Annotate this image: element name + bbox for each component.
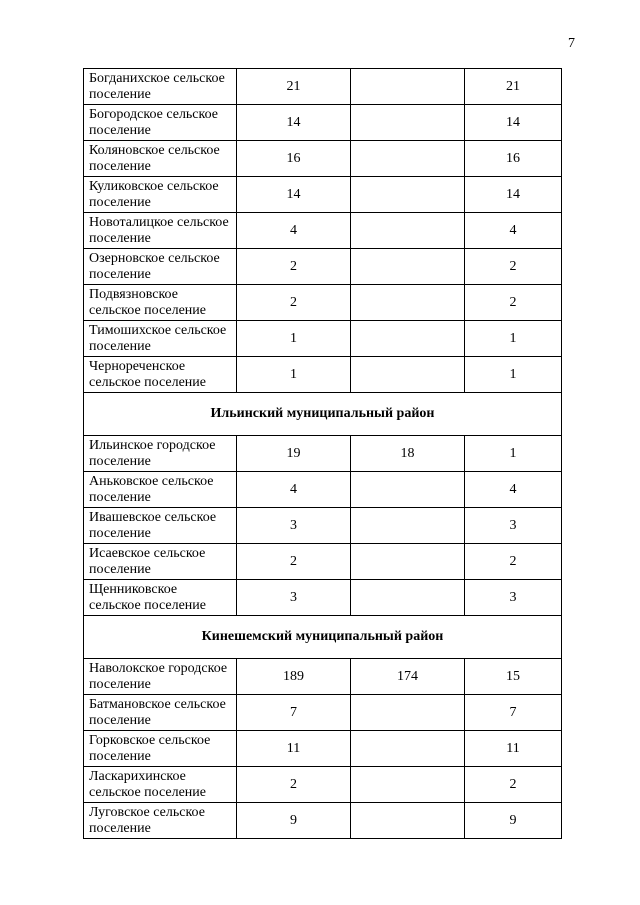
table-row <box>84 177 562 213</box>
table-row <box>84 731 562 767</box>
settlement-name: Наволокское городское поселение <box>84 659 237 695</box>
table-row <box>84 580 562 616</box>
total-value: 4 <box>237 472 351 508</box>
total-value: 16 <box>237 141 351 177</box>
total-value: 2 <box>237 249 351 285</box>
rural-value: 1 <box>465 321 562 357</box>
rural-value: 9 <box>465 803 562 839</box>
table-row <box>84 767 562 803</box>
settlement-name: Батмановское сельское поселение <box>84 695 237 731</box>
total-value: 2 <box>237 544 351 580</box>
section-title: Ильинский муниципальный район <box>84 393 562 436</box>
urban-value <box>351 544 465 580</box>
total-value: 3 <box>237 508 351 544</box>
table-row <box>84 659 562 695</box>
table-row <box>84 69 562 105</box>
settlement-name: Богданихское сельское поселение <box>84 69 237 105</box>
settlement-name: Озерновское сельское поселение <box>84 249 237 285</box>
rural-value: 14 <box>465 177 562 213</box>
urban-value <box>351 249 465 285</box>
table-row <box>84 213 562 249</box>
rural-value: 16 <box>465 141 562 177</box>
table-row <box>84 472 562 508</box>
rural-value: 2 <box>465 285 562 321</box>
rural-value: 3 <box>465 508 562 544</box>
section-header-row <box>84 616 562 659</box>
table-row <box>84 544 562 580</box>
table-body <box>84 69 562 839</box>
settlements-table <box>83 68 562 839</box>
settlement-name: Куликовское сельское поселение <box>84 177 237 213</box>
total-value: 2 <box>237 767 351 803</box>
total-value: 9 <box>237 803 351 839</box>
table-row <box>84 141 562 177</box>
table-row <box>84 249 562 285</box>
settlement-name: Новоталицкое сельское поселение <box>84 213 237 249</box>
total-value: 3 <box>237 580 351 616</box>
rural-value: 1 <box>465 436 562 472</box>
settlement-name: Щенниковское сельское поселение <box>84 580 237 616</box>
table-row <box>84 803 562 839</box>
urban-value <box>351 803 465 839</box>
section-header-row <box>84 393 562 436</box>
settlement-name: Коляновское сельское поселение <box>84 141 237 177</box>
urban-value <box>351 731 465 767</box>
urban-value <box>351 508 465 544</box>
table-row <box>84 695 562 731</box>
total-value: 19 <box>237 436 351 472</box>
rural-value: 11 <box>465 731 562 767</box>
rural-value: 2 <box>465 249 562 285</box>
urban-value <box>351 580 465 616</box>
rural-value: 14 <box>465 105 562 141</box>
total-value: 14 <box>237 177 351 213</box>
settlement-name: Богородское сельское поселение <box>84 105 237 141</box>
urban-value <box>351 321 465 357</box>
table-row <box>84 321 562 357</box>
total-value: 1 <box>237 357 351 393</box>
urban-value: 174 <box>351 659 465 695</box>
urban-value <box>351 357 465 393</box>
settlement-name: Ильинское городское поселение <box>84 436 237 472</box>
urban-value <box>351 213 465 249</box>
urban-value <box>351 285 465 321</box>
settlement-name: Подвязновское сельское поселение <box>84 285 237 321</box>
table-row <box>84 105 562 141</box>
urban-value <box>351 177 465 213</box>
urban-value <box>351 695 465 731</box>
total-value: 1 <box>237 321 351 357</box>
urban-value <box>351 69 465 105</box>
rural-value: 2 <box>465 544 562 580</box>
table-row <box>84 436 562 472</box>
settlement-name: Луговское сельское поселение <box>84 803 237 839</box>
rural-value: 4 <box>465 472 562 508</box>
settlement-name: Горковское сельское поселение <box>84 731 237 767</box>
rural-value: 2 <box>465 767 562 803</box>
table-row <box>84 508 562 544</box>
total-value: 2 <box>237 285 351 321</box>
total-value: 189 <box>237 659 351 695</box>
settlement-name: Тимошихское сельское поселение <box>84 321 237 357</box>
total-value: 7 <box>237 695 351 731</box>
table-row <box>84 357 562 393</box>
rural-value: 3 <box>465 580 562 616</box>
urban-value: 18 <box>351 436 465 472</box>
total-value: 4 <box>237 213 351 249</box>
total-value: 14 <box>237 105 351 141</box>
section-title: Кинешемский муниципальный район <box>84 616 562 659</box>
settlement-name: Аньковское сельское поселение <box>84 472 237 508</box>
total-value: 21 <box>237 69 351 105</box>
rural-value: 15 <box>465 659 562 695</box>
urban-value <box>351 472 465 508</box>
settlement-name: Исаевское сельское поселение <box>84 544 237 580</box>
page-number: 7 <box>568 36 575 51</box>
urban-value <box>351 767 465 803</box>
settlement-name: Ласкарихинское сельское поселение <box>84 767 237 803</box>
rural-value: 4 <box>465 213 562 249</box>
settlement-name: Ивашевское сельское поселение <box>84 508 237 544</box>
rural-value: 1 <box>465 357 562 393</box>
rural-value: 7 <box>465 695 562 731</box>
urban-value <box>351 105 465 141</box>
settlement-name: Чернореченское сельское поселение <box>84 357 237 393</box>
urban-value <box>351 141 465 177</box>
table-row <box>84 285 562 321</box>
total-value: 11 <box>237 731 351 767</box>
rural-value: 21 <box>465 69 562 105</box>
